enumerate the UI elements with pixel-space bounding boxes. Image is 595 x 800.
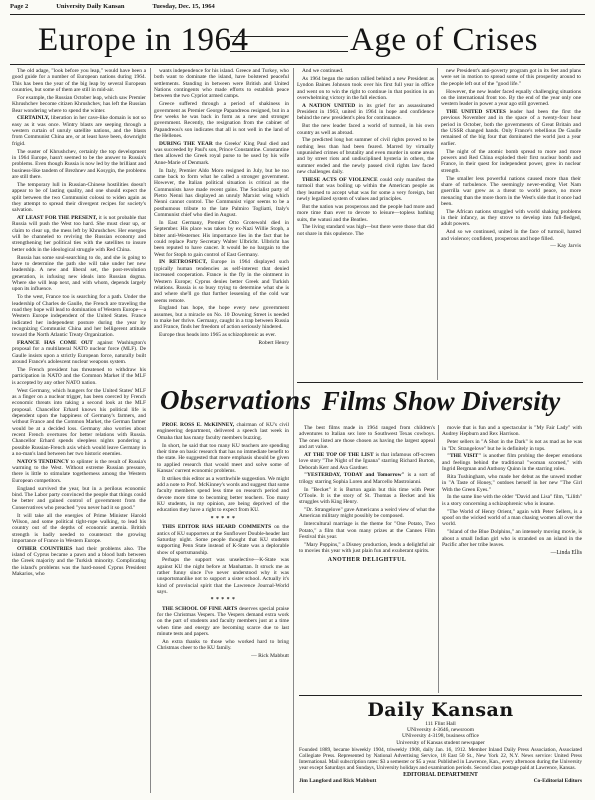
stars-divider: * * * * * — [210, 597, 236, 604]
paragraph-text: But the new leader faced a world of turmoil, in his own country as well as abroad. — [297, 123, 434, 136]
age-of-crises-column-2 — [441, 68, 581, 380]
paragraph-text: And we continued. — [302, 68, 344, 74]
headline-left: Europe in 1964 — [38, 22, 249, 58]
page-number: Page 2 — [10, 3, 29, 10]
films-column-2 — [442, 425, 582, 710]
article-paragraph — [154, 305, 289, 330]
paragraph-lead: DURING THE YEAR — [159, 140, 213, 147]
paragraph-text: Europe thus heads into 1965 as schizophrenic as ever. — [159, 332, 277, 339]
observations-title: Observations — [160, 385, 312, 415]
europe-column-1 — [12, 68, 146, 793]
paragraph-text: deserves special praise for the Christmas Vespers. The Vespers demand extra work on the part of students and faculty members just at a time when time and energy are becoming scarce due to last minute tests and papers. — [157, 605, 289, 638]
paragraph-text: had their problems also. The island of Cyprus became a pawn and a blood bath between the Greek majority and the Turkish minority. Complicating the island's problems was the hard-nosed Cyprus President Makarios, who — [12, 545, 146, 578]
paragraph-text: The best films made in 1964 ranged from children's adventures to Italian sex lore to Southwest Texas cowboys. The ones listed are those chosen as having the largest appeal and art value. — [299, 425, 435, 451]
paragraph-lead: IN RETROSPECT, — [159, 259, 207, 266]
article-paragraph — [157, 606, 289, 638]
paragraph-text: "Island of the Blue Dolphins," an intensely moving movie, is about a small Indian girl who is stranded on an island in the Pacific after her tribe leaves. — [442, 529, 582, 548]
paragraph-text: The African nations struggled with world shaking problems in their infancy, as they strove to develop into full-fledged, adult powers. — [441, 208, 581, 228]
masthead-address — [299, 721, 582, 746]
paragraph-text: The ouster of Khrushchev, certainly the top development in 1964 Europe, hasn't seemed to be the answer to Russia's problems. Even though Russia is now led by the brilliant and business-like tandem of Brezhnev and Kosygin, the problems are still there. — [12, 148, 146, 180]
issue-date: Tuesday, Dec. 15, 1964 — [152, 3, 215, 10]
subhead-divider: ANOTHER DELIGHTFUL — [327, 556, 407, 563]
article-paragraph — [299, 425, 435, 450]
article-paragraph — [297, 224, 434, 237]
paragraph-text: For example, the Russian October leap, which saw Premier Khrushchev become citizen Khrushchev, has left the Russian Bear wondering where to spend the winter. — [12, 94, 146, 114]
article-paragraph — [157, 639, 289, 652]
article-paragraph — [154, 168, 289, 219]
paragraph-lead: CERTAINLY, — [17, 115, 50, 122]
paragraph-text: West Germany, which hungers for the United States' MLF as a finger on a nuclear trigger, has been coerced by French economic threats into taking a second look at the MLF proposal. Chancellor Erhard knows his political life is dependent upon the happiness of Germany's farmers, and without France and the Common Market, the German farmer would be at a decided loss. Germany also worries about recent French overtures for better relations with Russia. Chancellor Erhard spends sleepless nights pondering a possible Russian-French axis which would leave Germany in a no-man's land between her two historic enemies. — [12, 387, 146, 457]
article-paragraph — [299, 507, 435, 520]
paragraph-text: England has hope, the hope every new government assumes, but a miracle on No. 10 Downing Street is needed to make her thrive. Germany, caught in a trap between Russia and France, finds her freedom of action seriously hindered. — [154, 305, 289, 331]
paragraph-lead: PROF. ROSS E. McKINNEY, — [162, 422, 235, 428]
article-paragraph — [157, 443, 289, 475]
paragraph-text: in its grief for an assassinated President in 1963, united in 1964 in hope and confidence behind the new president's plea for continuance. — [297, 102, 434, 122]
author-signature: — Kay Jarvis — [550, 243, 581, 250]
paragraph-text: "Mary Poppins," a Disney production, lends a delightful air to movies this year with just plain fun and exuberant spirits. — [299, 541, 435, 555]
paragraph-text: The old adage, "look before you leap," would have been a good guide for a number of European nations during 1964. This has been the year of the big leap by several European countries, but some of them are still in mid-air. — [12, 68, 146, 94]
paragraph-text: Perhaps the support was unselective—K-State was against KU the night before at Manhattan. It struck me as rather funny since I've never understood why it was unsportsmanlike not to support a sister school. Actually it's kind of provincial spirit that the Lawrence Journal-World says. — [157, 557, 289, 596]
column-rule — [437, 68, 438, 380]
article-paragraph — [12, 294, 146, 338]
article-paragraph — [299, 472, 435, 485]
article-paragraph — [12, 513, 146, 545]
article-paragraph — [441, 68, 581, 87]
paragraph-text: the Greeks' King Paul died and was succeeded by Paul's son, Prince Constantine. Constantine then allowed the Greek royal purse to be used by his wife Anne-Marie of Denmark. — [154, 140, 289, 166]
article-paragraph — [12, 115, 146, 147]
article-paragraph — [12, 182, 146, 214]
paragraph-text: is another film probing the deeper emotions and feelings behind the traditional "woman scorned," with Ingrid Bergman and Anthony Quinn in the starring roles. — [442, 453, 582, 473]
paragraph-text: In Italy, Premier Aldo Moro resigned in July, but he too came back to form what he called a stronger government. However, the Italian political situation is critical as the Communists have made recent gains. The Socialist party of Pietro Nenni has displayed an unruly Marxist wing which Nenni cannot control. The Communist vigor seems to be a posthumous tribute to the late Palmiro Togliatti, Italy's Communist chief who died in August. — [154, 167, 289, 219]
paragraph-text: chairman of KU's civil engineering department, delivered a speech last week in Omaha that has many faculty members buzzing. — [157, 422, 289, 441]
masthead-info: Founded 1889, became biweekly 1904, triweekly 1908, daily Jan. 16, 1912. Member Inland Daily Press Association, Associated Collegiate Press. Represented by National Advertising Service, 18 East 50 St., New York 22, N.Y. News service: United Press International. Mail subscription rates: $3 a semester or $5 a year. Published in Lawrence, Kan., every afternoon during the University year except Saturdays and Sundays, University holidays and examination periods. Second class postage paid at Lawrence, Kansas. — [299, 746, 582, 772]
paragraph-text: England survived the year, but in a perilous economic bind. The Labor party convinced the people that things could be better and gained control of government from the Conservatives who preached "you never had it so good." — [12, 485, 146, 511]
films-title: Films Show Diversity — [321, 386, 561, 416]
paragraph-text: "Dr. Strangelove" gave Americans a weird view of what the American military might possibly be composed. — [299, 507, 435, 520]
headline-right: Age of Crises — [350, 22, 538, 58]
paragraph-lead: AT THE TOP OF THE LIST — [304, 451, 374, 458]
article-paragraph — [297, 123, 434, 136]
paragraph-text: Peter sellers in "A Shot in the Dark" is not as mad as he was in "Dr. Strangelove" but he is definitely in tops. — [442, 439, 582, 452]
main-headline — [10, 16, 585, 65]
paragraph-lead: AT LEAST FOR THE PRESENT, — [17, 215, 98, 222]
paragraph-text: The temporary lull in Russian-Chinese hostilities doesn't appear to be of lasting quality, and one should expect the split between the two Communist colossi to widen again as they attempt to spread their divergent recipes for society's salvation. — [12, 181, 146, 214]
article-paragraph — [442, 509, 582, 528]
article-paragraph — [297, 177, 434, 202]
article-paragraph — [12, 546, 146, 578]
paragraph-text: on the antics of KU supporters at the Sunflower Double-header last Saturday night. Some people thought that KU students supporting Penn State instead of K-State was a deplorable show of sportsmanship. — [157, 524, 289, 556]
paragraph-text: The predicted long hot summer of civil rights proved to be nothing less than had been feared. Marred by virtually unpunished crimes of brutality and even murder in some areas and by street riots and undisciplined hysteria in others, the summer ended and the newly passed civil rights law faced new challenges daily. — [297, 137, 434, 176]
paragraph-lead: "YESTERDAY, TODAY and Tomorrow" — [304, 472, 405, 479]
article-paragraph — [441, 176, 581, 208]
masthead-flag: Daily Kansan — [367, 699, 514, 721]
article-paragraph — [12, 486, 146, 511]
author-signature: Robert Henry — [258, 340, 289, 347]
paragraph-text: against Washington's proposal for a multilateral NATO nuclear force (MLF). De Gaulle insists upon a strictly European force, naturally built around France's adolescent nuclear weapons system. — [12, 340, 146, 366]
paragraph-text: It will take all the energies of Prime Minister Harold Wilson, and some political tight-rope walking, to lead his country out of the depths of economic anemia. British strength is badly needed to counteract the growing importance of France in Western Europe. — [12, 512, 146, 544]
paragraph-text: could only manifest the turmoil that was boiling up within the American people as they learned to accept what was for some a very foreign, but newly legalized system of values and principles. — [297, 177, 434, 203]
article-paragraph — [441, 89, 581, 108]
paragraph-text: liberation in her cave-like domain is not so easy as it was once. Wintry blasts are seeping through a western curtain of unruly satellite nations, and the blasts from Communist China are, or at least have been, downright frigid. — [12, 115, 146, 147]
article-paragraph — [12, 388, 146, 458]
paragraph-lead: THESE ACTS OF VIOLENCE — [302, 177, 378, 183]
paragraph-lead: A NATION UNITED — [302, 102, 356, 109]
article-paragraph — [154, 332, 289, 338]
paragraph-lead: THIS EDITOR HAS HEARD COMMENTS — [162, 524, 272, 531]
article-paragraph — [154, 101, 289, 139]
paragraph-text: leader had been the first the previous November and in the space of a twenty-four hour period in October, both the governments of Great Britain and the USSR changed hands. Only France's rebellious De Gaulle remained of the big four that dominated the world just a year earlier. — [441, 109, 581, 147]
paragraph-text: As 1964 began the nation rallied behind a new President as Lyndon Baines Johnson took over his first full year in office and went on to win the right to continue in that position in an overwhelming victory in the fall election. — [297, 75, 434, 101]
paragraph-lead: NATO'S TENDENCY — [17, 458, 69, 465]
article-paragraph — [12, 149, 146, 181]
article-paragraph — [12, 367, 146, 386]
observations-body — [157, 422, 289, 794]
article-paragraph — [441, 149, 581, 174]
article-paragraph — [297, 204, 434, 223]
article-paragraph — [157, 557, 289, 595]
films-column-1 — [299, 425, 435, 692]
paragraph-text: Intercultural marriage is the theme for "One Potato, Two Potato," a film that won many prizes at the Cannes Film Festival this year. — [299, 521, 435, 540]
paragraph-text: The French president has threatened to withdraw his participation in NATO and the Common Market if the MLF is accepted by any other NATO nation. — [12, 366, 146, 386]
column-rule — [293, 68, 294, 793]
paragraph-text: The night of the atomic bomb spread to more and more powers and Red China exploded their first nuclear bomb and France, in their quest for independent power, grew in nuclear strength. — [441, 148, 581, 174]
article-paragraph — [297, 137, 434, 175]
article-paragraph — [442, 494, 582, 507]
article-paragraph — [442, 439, 582, 452]
article-paragraph — [441, 109, 581, 147]
paragraph-text: Greece suffered through a period of shakiness in government as Premier George Papandreou resigned, but in a few weeks he was back in form as a new and stronger government. Recently, the resignation from the cabinet of Papandreou's son indicates that all is not well in the land of the Hellenes. — [154, 101, 289, 139]
paragraph-text: It strikes this editor as a worthwhile suggestion. We might add a note to Prof. McKinney's words and suggest that some faculty members spend less time on research period and devote more time to becoming better teachers. Too many KU students, in my opinion, are being deprived of the education they have a right to expect from KU. — [157, 475, 289, 514]
stars-divider: * * * * * — [210, 515, 236, 522]
article-paragraph — [297, 76, 434, 101]
column-rule — [438, 425, 439, 693]
paper-name: University Daily Kansan — [56, 3, 125, 10]
article-paragraph — [157, 476, 289, 514]
article-paragraph — [154, 68, 289, 100]
article-paragraph — [154, 259, 289, 303]
column-rule — [150, 68, 151, 793]
masthead — [299, 695, 582, 795]
editor-names: Jim Langford and Rick Mabbutt — [299, 778, 377, 785]
paragraph-text: However, the new leader faced equally challenging situations on the international front too. By the end of the year only one western leader in power a year ago still governed. — [441, 88, 581, 108]
paragraph-text: In short, he said that too many KU teachers are spending their time on basic research that has no immediate benefit to the state. He suggested that more emphasis should be given to applied research that would meet and solve some of Kansas' current economic problems. — [157, 442, 289, 474]
article-paragraph — [297, 103, 434, 122]
paragraph-lead: THE SCHOOL OF FINE ARTS — [162, 605, 238, 612]
paragraph-text: Europe in 1964 displayed such typically human tendencies as self-interest that denied increased cooperation. France is the fly in the ointment in Western Europe; Cyprus denies better Greek and Turkish relations. Russia is so busy trying to determine what she is and where she'll go that further lessening of the cold war seems remote. — [154, 259, 289, 304]
editor-titles: Co-Editorial Editors — [533, 778, 582, 785]
masthead-rule — [299, 695, 582, 696]
paragraph-text: new President's anti-poverty program got in its feet and plans were set in motion to spread some of this prosperity around to the people left out of the "good life." — [441, 68, 581, 87]
author-signature: —Linda Ellis — [550, 549, 582, 556]
masthead-line: 111 Flint Hall — [425, 721, 456, 727]
masthead-line: University of Kansas student newspaper — [396, 739, 485, 746]
paragraph-text: wants independence for his island. Greece and Turkey, who both want to dominate the island, have bolstered peaceful settlements. Standing in between were British and United Nations contingents who made efforts to establish peace between the two Cypriot armed camps. — [154, 68, 289, 100]
paragraph-text: An extra thanks to those who worked hard to bring Christmas cheer to the KU family. — [157, 639, 289, 652]
article-paragraph — [12, 68, 146, 93]
paragraph-text: is that infamous off-screen love story "The Night of the Iguana" starring Richard Burton, Deborah Kerr and Ava Gardner. — [299, 451, 435, 471]
paragraph-text: Rita Tushingham, who made her debut as the unwed mother in "A Taste of Honey," outdoes herself in her new "The Girl With the Green Eyes." — [442, 473, 582, 493]
paragraph-lead: "THE VISIT" — [447, 453, 482, 460]
article-paragraph — [441, 209, 581, 228]
age-of-crises-column-1 — [297, 68, 434, 380]
article-paragraph — [12, 255, 146, 293]
article-paragraph — [157, 524, 289, 556]
author-signature: — Rick Mabbutt — [251, 653, 289, 660]
europe-column-2 — [154, 68, 289, 380]
paragraph-text: In "Becket" it is Burton again but this time with Peter O'Toole. It is the story of St. Thomas a Becket and his struggles with King Henry. — [299, 486, 435, 506]
article-paragraph — [157, 422, 289, 441]
article-paragraph — [154, 220, 289, 258]
article-paragraph — [441, 229, 581, 242]
article-paragraph — [12, 95, 146, 114]
article-paragraph — [12, 215, 146, 253]
masthead-line: UNiversity 4-3646, newsroom — [406, 727, 475, 734]
article-paragraph — [297, 68, 434, 74]
paragraph-text: In the same line with the older "David and Lisa" film, "Lilith" is a story concerning a schizophrenic who is insane. — [442, 494, 582, 507]
paragraph-text: Russia has some soul-searching to do, and she is going to have to determine the path she will take under her new leadership. A new and liberal set, the post-revolution generation, is infusing new ideals into Russian dogma. Where she will leap next, and with whom, depends largely upon its influence. — [12, 254, 146, 293]
article-paragraph — [299, 452, 435, 471]
paragraph-lead: THE UNITED STATES — [446, 109, 506, 116]
article-paragraph — [299, 542, 435, 555]
article-paragraph — [154, 141, 289, 166]
headline-rule — [230, 36, 348, 52]
paragraph-text: "The World of Henry Orient," again with Peter Sellers, is a spoof on the wicked world of a man chasing women all over the world. — [442, 508, 582, 528]
article-paragraph — [442, 425, 582, 438]
paragraph-text: And so we continued, united in the face of turmoil, hatred and violence; confident, prosperous and hope filled. — [441, 229, 581, 242]
article-paragraph — [442, 529, 582, 548]
paragraph-text: it is not probable that Russia will push the West too hard. She must clear up, or claim to clear up, the mess left by Khrushchev. Her energies will be channeled to reviving the Russian economy and strengthening her political ties with the satellites to insure better odds in the ideological struggle with Red China. — [12, 215, 146, 253]
paragraph-text: To the west, France too is searching for a path. Under the leadership of Charles de Gaulle, the French are traveling the road they hope will lead to domination of Western Europe—a Western Europe independent of the United States. France indicated her independent posture during the year by recognizing Communist China and her belligerent attitude toward the North Atlantic Treaty Organization. — [12, 294, 146, 339]
article-paragraph — [442, 453, 582, 472]
article-paragraph — [299, 521, 435, 540]
paragraph-text: The smaller less powerful nations caused more than their share of turbulence. The seemingly never-ending Viet Nam guerrilla war grew as a threat to world peace, no more menacing than the more thorn in the West's side that it once had been. — [441, 175, 581, 207]
paragraph-text: is a sort of trilogy starring Sophia Loren and Marcello Mastroianni. — [299, 472, 435, 485]
editors-line — [299, 778, 582, 784]
paragraph-text: to splinter is the result of Russia's warming to the West. Without extreme Russian pressure, there is little to stimulate togetherness among the Western European competitors. — [12, 458, 146, 484]
paragraph-text: The living standard was high—but there were those that did not share in this opulence. The — [297, 224, 434, 237]
article-paragraph — [299, 487, 435, 506]
folio-line — [10, 3, 585, 15]
films-rule — [297, 382, 583, 383]
article-paragraph — [12, 340, 146, 365]
article-paragraph — [12, 459, 146, 484]
paragraph-lead: OTHER COUNTRIES — [17, 545, 73, 552]
article-paragraph — [442, 474, 582, 493]
paragraph-text: movie that is fun and a spectacular is "My Fair Lady" with Audrey Hepburn and Rex Harrison. — [442, 425, 582, 438]
editorial-department: EDITORIAL DEPARTMENT — [403, 772, 478, 779]
paragraph-lead: FRANCE HAS COME OUT — [17, 340, 93, 347]
masthead-line: UNiversity 4-3198, business office — [402, 733, 479, 740]
paragraph-text: But the nation was prosperous and the people had more and more time than ever to devote to leisure—topless bathing suits, the watusi and the Beatles. — [297, 203, 434, 223]
paragraph-text: In East Germany, Premier Otto Grotewohl died in September. His place was taken by ex-Nazi Willie Stoph, a bitter anti-Westerner. His importance lies in the fact that he could replace Party Secretary Walter Ulbricht. Ulbricht has been reputed to have cancer. It would be no bargain to the West for Stoph to gain control of East Germany. — [154, 219, 289, 258]
